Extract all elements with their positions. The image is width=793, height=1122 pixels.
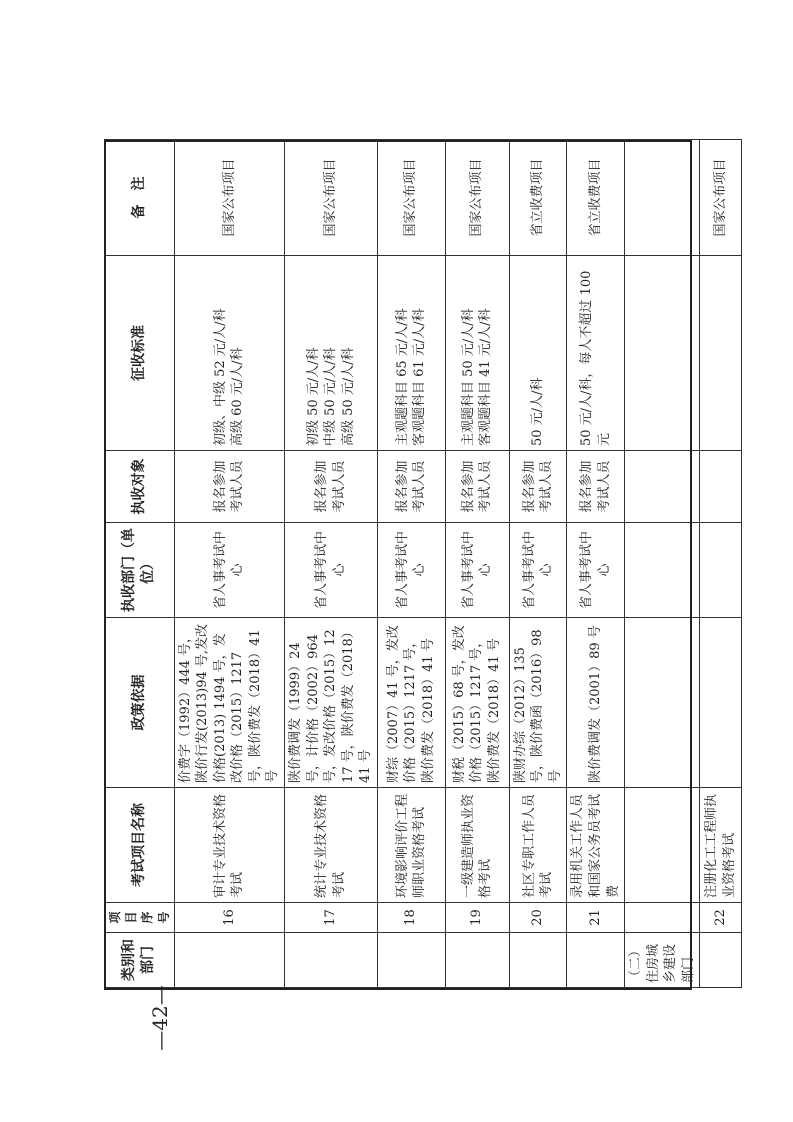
cell-category	[285, 933, 378, 988]
rotated-table-container	[104, 140, 737, 988]
cell-remark: 国家公布项目	[174, 140, 284, 256]
standard-line: 客观题科目 41 元/人/科	[478, 308, 494, 446]
cell-standard	[700, 256, 742, 451]
standard-line: 中级 50 元/人/科	[323, 347, 339, 446]
cell-basis: 陕财办综（2012）135 号，陕价费函（2016）98 号	[509, 618, 567, 788]
cell-target: 报名参加考试人员	[377, 451, 445, 523]
cell-remark: 国家公布项目	[377, 140, 445, 256]
cell-standard	[285, 256, 378, 451]
cell-standard	[174, 256, 284, 451]
cell-seq: 21	[567, 903, 625, 933]
cell-category	[567, 933, 625, 988]
standard-line: 客观题科目 61 元/人/科	[412, 308, 428, 446]
cell-basis: 陕价费调发（2001）89 号	[567, 618, 625, 788]
header-name: 考试项目名称	[105, 788, 175, 903]
cell-dept: 省人事考试中心	[377, 523, 445, 618]
cell-dept: 省人事考试中心	[285, 523, 378, 618]
cell-name	[625, 788, 700, 903]
cell-seq	[625, 903, 700, 933]
cell-target	[700, 451, 742, 523]
standard-line: 主观题科目 50 元/人/科	[460, 308, 476, 446]
cell-remark: 国家公布项目	[445, 140, 509, 256]
table-row	[625, 140, 700, 988]
table-header-row	[105, 140, 175, 988]
header-seq: 项目序号	[105, 903, 175, 933]
cell-seq: 19	[445, 903, 509, 933]
header-dept: 执收部门（单位）	[105, 523, 175, 618]
standard-line: 50 元/人/科，每人不超过 100 元	[579, 270, 612, 446]
header-basis: 政策依据	[105, 618, 175, 788]
cell-standard	[377, 256, 445, 451]
cell-basis: 财税（2015）68 号，发改价格（2015）1217 号，陕价费发（2018）41 号	[445, 618, 509, 788]
cell-name: 环境影响评价工程师职业资格考试	[377, 788, 445, 903]
cell-dept: 省人事考试中心	[567, 523, 625, 618]
standard-line: 高级 60 元/人/科	[230, 347, 246, 446]
cell-basis: 价费字（1992）444 号，陕价行发(2013)94 号,发改价格(2013) 1494 号，发改价格（2015）1217 号，陕价费发（2018）41 号	[174, 618, 284, 788]
cell-dept	[700, 523, 742, 618]
cell-dept: 省人事考试中心	[174, 523, 284, 618]
cell-category: （二）住房城乡建设部门	[625, 933, 700, 988]
cell-name: 注册化工工程师执业资格考试	[700, 788, 742, 903]
cell-target: 报名参加考试人员	[174, 451, 284, 523]
cell-target: 报名参加考试人员	[509, 451, 567, 523]
table-row	[509, 140, 567, 988]
cell-name: 录用机关工作人员和国家公务员考试费	[567, 788, 625, 903]
fee-table	[104, 139, 742, 988]
cell-seq: 22	[700, 903, 742, 933]
table-body	[174, 140, 741, 988]
cell-category	[377, 933, 445, 988]
header-category: 类别和部门	[105, 933, 175, 988]
cell-target: 报名参加考试人员	[285, 451, 378, 523]
table-row	[174, 140, 284, 988]
cell-standard	[625, 256, 700, 451]
cell-category	[174, 933, 284, 988]
cell-target: 报名参加考试人员	[445, 451, 509, 523]
cell-name: 一级建造师执业资格考试	[445, 788, 509, 903]
cell-name: 审计专业技术资格考试	[174, 788, 284, 903]
cell-category	[445, 933, 509, 988]
standard-line: 高级 50 元/人/科	[340, 347, 356, 446]
cell-remark: 省立收费项目	[567, 140, 625, 256]
header-remark: 备 注	[105, 140, 175, 256]
cell-seq: 16	[174, 903, 284, 933]
cell-standard	[445, 256, 509, 451]
cell-dept: 省人事考试中心	[445, 523, 509, 618]
cell-remark: 省立收费项目	[509, 140, 567, 256]
cell-dept	[625, 523, 700, 618]
cell-standard	[567, 256, 625, 451]
cell-category	[700, 933, 742, 988]
cell-remark: 国家公布项目	[285, 140, 378, 256]
cell-remark: 国家公布项目	[700, 140, 742, 256]
cell-seq: 18	[377, 903, 445, 933]
cell-name: 社区专职工作人员考试	[509, 788, 567, 903]
table-row	[700, 140, 742, 988]
standard-line: 初级 50 元/人/科	[305, 347, 321, 446]
cell-category	[509, 933, 567, 988]
cell-basis	[700, 618, 742, 788]
table-row	[377, 140, 445, 988]
cell-standard	[509, 256, 567, 451]
standard-line: 初级、中级 52 元/人/科	[212, 308, 228, 446]
cell-remark	[625, 140, 700, 256]
cell-basis: 财综（2007）41 号，发改价格（2015）1217 号，陕价费发（2018）41 号	[377, 618, 445, 788]
cell-dept: 省人事考试中心	[509, 523, 567, 618]
cell-target	[625, 451, 700, 523]
table-row	[567, 140, 625, 988]
cell-basis: 陕价费调发（1999）24 号，计价格（2002）964 号，发改价格（2015）1217 号，陕价费发（2018）41 号	[285, 618, 378, 788]
table-row	[285, 140, 378, 988]
cell-target: 报名参加考试人员	[567, 451, 625, 523]
cell-basis	[625, 618, 700, 788]
header-target: 执收对象	[105, 451, 175, 523]
table-row	[445, 140, 509, 988]
fee-table-frame	[104, 140, 737, 988]
header-standard: 征收标准	[105, 256, 175, 451]
cell-name: 统计专业技术资格考试	[285, 788, 378, 903]
standard-line: 主观题科目 65 元/人/科	[394, 308, 410, 446]
standard-line: 50 元/人/科	[530, 377, 546, 446]
cell-seq: 20	[509, 903, 567, 933]
cell-seq: 17	[285, 903, 378, 933]
page-number: —42—	[148, 985, 172, 1051]
